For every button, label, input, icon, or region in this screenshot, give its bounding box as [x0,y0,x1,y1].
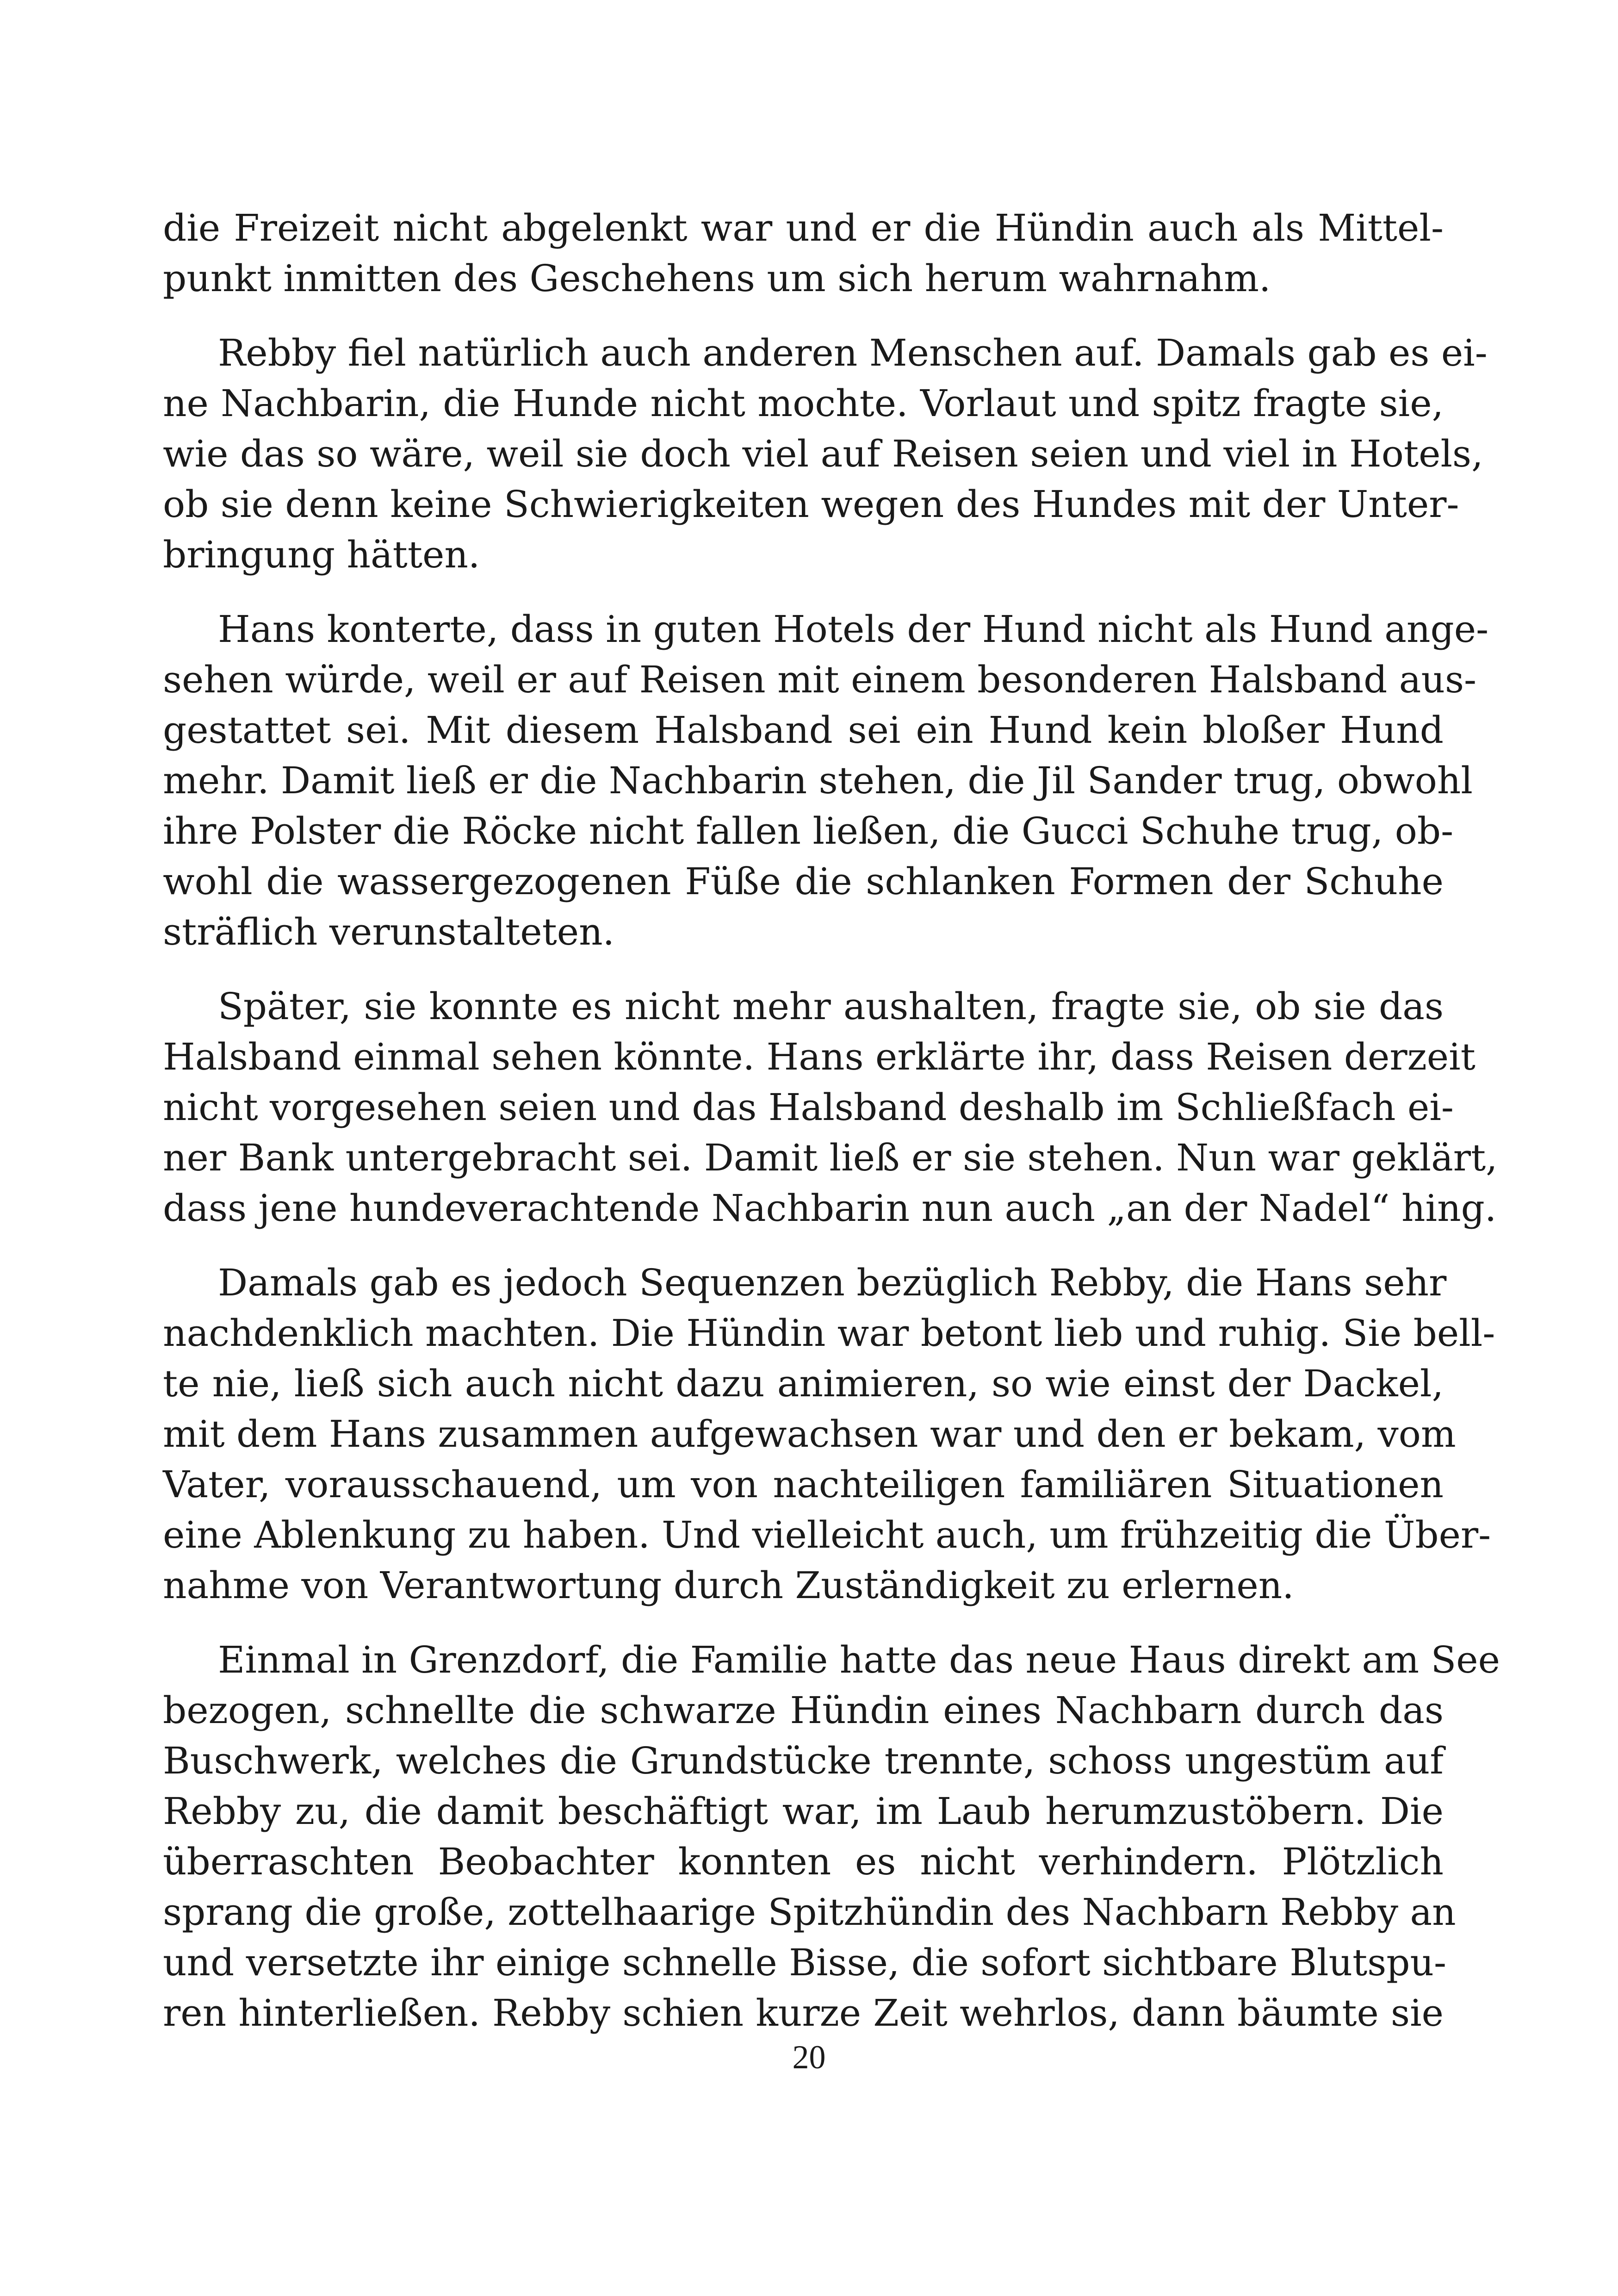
paragraph-4 [163,981,1498,1233]
text-line: wie das so wäre, weil sie doch viel auf Reisen seien und viel in Hotels, [163,432,1483,475]
text-line: ob sie denn keine Schwierigkeiten wegen des Hundes mit der Unter- [163,483,1459,526]
paragraph-5 [163,1257,1495,1611]
text-line: bringung hätten. [163,533,480,576]
text-line: bezogen, schnellte die schwarze Hündin eines Nachbarn durch das [163,1689,1444,1732]
page-number: 20 [792,2039,826,2076]
text-line: nachdenklich machten. Die Hündin war betont lieb und ruhig. Sie bell- [163,1312,1495,1355]
paragraph-6 [163,1635,1500,2038]
text-line: Damals gab es jedoch Sequenzen bezüglich Rebby, die Hans sehr [218,1261,1447,1304]
paragraph-1 [163,203,1444,304]
text-line: sträflich verunstalteten. [163,910,615,953]
text-line: gestattet sei. Mit diesem Halsband sei ein Hund kein bloßer Hund [163,709,1444,752]
text-line: punkt inmitten des Geschehens um sich herum wahrnahm. [163,257,1271,300]
text-line: eine Ablenkung zu haben. Und vielleicht auch, um frühzeitig die Über- [163,1513,1491,1556]
text-line: ihre Polster die Röcke nicht fallen ließen, die Gucci Schuhe trug, ob- [163,809,1454,852]
text-line: Später, sie konnte es nicht mehr aushalten, fragte sie, ob sie das [218,985,1444,1028]
text-line: dass jene hundeverachtende Nachbarin nun auch „an der Nadel“ hing. [163,1187,1497,1230]
text-line: Einmal in Grenzdorf, die Familie hatte das neue Haus direkt am See [218,1638,1500,1681]
text-line: mehr. Damit ließ er die Nachbarin stehen, die Jil Sander trug, obwohl [163,759,1473,802]
text-line: ner Bank untergebracht sei. Damit ließ er sie stehen. Nun war geklärt, [163,1136,1498,1179]
body-text [163,203,1500,2062]
paragraph-3 [163,604,1489,957]
text-line: überraschten Beobachter konnten es nicht verhindern. Plötzlich [163,1840,1444,1883]
text-line: und versetzte ihr einige schnelle Bisse, die sofort sichtbare Blutspu- [163,1941,1447,1984]
text-line: Halsband einmal sehen könnte. Hans erklärte ihr, dass Reisen derzeit [163,1035,1475,1078]
text-line: Rebby zu, die damit beschäftigt war, im Laub herumzustöbern. Die [163,1790,1444,1833]
text-line: Vater, vorausschauend, um von nachteiligen familiären Situationen [163,1463,1444,1506]
text-line: Rebby fiel natürlich auch anderen Menschen auf. Damals gab es ei- [218,331,1488,374]
text-line: ren hinterließen. Rebby schien kurze Zeit wehrlos, dann bäumte sie [163,1991,1444,2035]
text-line: te nie, ließ sich auch nicht dazu animieren, so wie einst der Dackel, [163,1362,1444,1405]
text-line: nahme von Verantwortung durch Zuständigkeit zu erlernen. [163,1564,1294,1607]
text-line: die Freizeit nicht abgelenkt war und er die Hündin auch als Mittel- [163,206,1444,249]
text-line: Hans konterte, dass in guten Hotels der Hund nicht als Hund ange- [218,608,1489,651]
text-line: ne Nachbarin, die Hunde nicht mochte. Vorlaut und spitz fragte sie, [163,382,1444,425]
text-line: sehen würde, weil er auf Reisen mit einem besonderen Halsband aus- [163,658,1477,701]
text-line: sprang die große, zottelhaarige Spitzhündin des Nachbarn Rebby an [163,1891,1456,1934]
text-line: Buschwerk, welches die Grundstücke trennte, schoss ungestüm auf [163,1739,1444,1782]
text-line: nicht vorgesehen seien und das Halsband deshalb im Schließfach ei- [163,1086,1454,1129]
paragraph-2 [163,328,1488,580]
text-line: wohl die wassergezogenen Füße die schlanken Formen der Schuhe [163,860,1444,903]
text-line: mit dem Hans zusammen aufgewachsen war und den er bekam, vom [163,1412,1456,1456]
